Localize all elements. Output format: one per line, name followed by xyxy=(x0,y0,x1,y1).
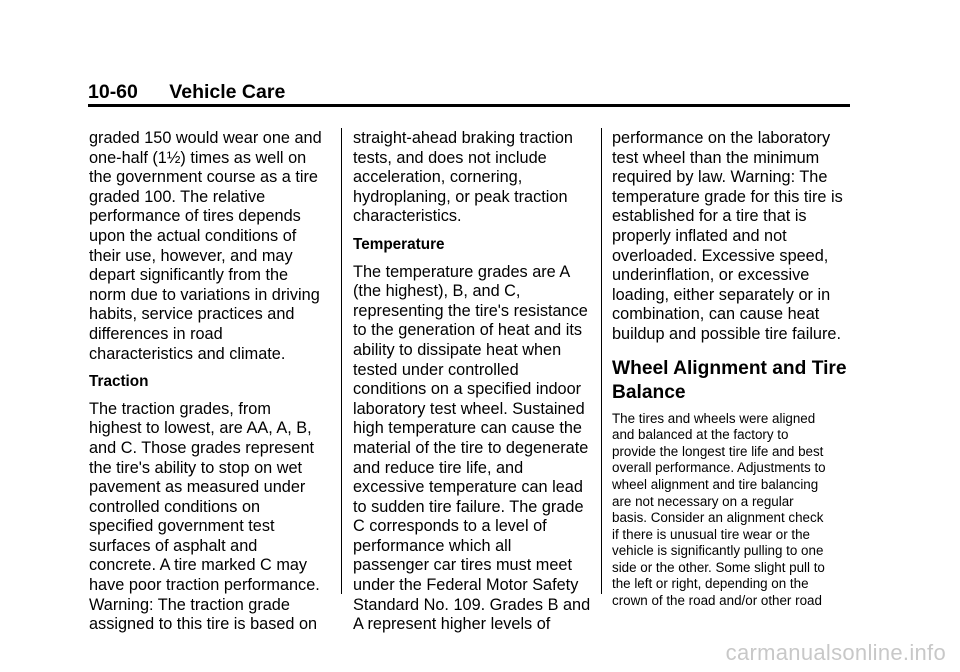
text-line: to sudden tire failure. The grade xyxy=(353,497,584,516)
text-line: and reduce tire life, and xyxy=(353,458,524,477)
paragraph xyxy=(353,129,591,227)
section-heading-line: Balance xyxy=(612,381,686,403)
text-line: highest to lowest, are AA, A, B, xyxy=(89,419,312,438)
text-line: passenger car tires must meet xyxy=(353,556,572,575)
text-line: the left or right, depending on the xyxy=(612,576,809,592)
subheading-temperature: Temperature xyxy=(353,235,445,253)
text-line: basis. Consider an alignment check xyxy=(612,510,824,526)
text-line: performance on the laboratory xyxy=(612,129,831,147)
text-line: habits, service practices and xyxy=(89,305,295,324)
section-heading xyxy=(612,357,852,405)
section-title: Vehicle Care xyxy=(169,81,286,103)
column-divider xyxy=(601,128,602,594)
text-line: required by law. Warning: The xyxy=(612,168,828,187)
paragraph xyxy=(612,411,852,610)
text-line: (the highest), B, and C, xyxy=(353,282,521,301)
text-line: under the Federal Motor Safety xyxy=(353,576,579,595)
text-line: established for a tire that is xyxy=(612,207,807,226)
paragraph xyxy=(353,263,591,635)
text-line: overloaded. Excessive speed, xyxy=(612,246,829,265)
text-line: The tires and wheels were aligned xyxy=(612,410,816,426)
text-line: performance of tires depends xyxy=(89,207,301,226)
text-line: provide the longest tire life and best xyxy=(612,443,824,459)
text-line: the government course as a tire xyxy=(89,168,318,187)
text-line: pavement as measured under xyxy=(89,478,306,497)
text-line: crown of the road and/or other road xyxy=(612,593,822,609)
text-line: and C. Those grades represent xyxy=(89,438,315,457)
text-line: The traction grades, from xyxy=(89,399,271,418)
text-line: their use, however, and may xyxy=(89,246,293,265)
text-line: graded 150 would wear one and xyxy=(89,129,322,147)
column-3 xyxy=(612,129,852,610)
paragraph xyxy=(89,400,335,635)
text-line: straight-ahead braking traction xyxy=(353,129,573,147)
text-line: C corresponds to a level of xyxy=(353,517,547,536)
text-line: buildup and possible tire failure. xyxy=(612,324,841,343)
text-line: tested under controlled xyxy=(353,360,519,379)
section-heading-line: Wheel Alignment and Tire xyxy=(612,357,847,379)
text-line: laboratory test wheel. Sustained xyxy=(353,399,585,418)
text-line: are not necessary on a regular xyxy=(612,493,794,509)
text-line: to the generation of heat and its xyxy=(353,321,583,340)
text-line: excessive temperature can lead xyxy=(353,478,583,497)
subheading-traction: Traction xyxy=(89,373,149,391)
text-line: ability to dissipate heat when xyxy=(353,340,562,359)
text-line: upon the actual conditions of xyxy=(89,226,297,245)
text-line: controlled conditions on xyxy=(89,497,261,516)
text-line: specified government test xyxy=(89,517,275,536)
text-line: underinflation, or excessive xyxy=(612,266,810,285)
text-line: material of the tire to degenerate xyxy=(353,438,589,457)
text-line: conditions on a specified indoor xyxy=(353,380,582,399)
header-rule xyxy=(88,104,850,107)
text-line: The temperature grades are A xyxy=(353,262,571,281)
text-line: characteristics. xyxy=(353,207,462,226)
text-line: wheel alignment and tire balancing xyxy=(612,476,819,492)
text-line: side or the other. Some slight pull to xyxy=(612,559,825,575)
watermark: carmanualsonline.info xyxy=(725,640,946,665)
text-line: A represent higher levels of xyxy=(353,615,551,634)
text-line: norm due to variations in driving xyxy=(89,285,320,304)
text-line: properly inflated and not xyxy=(612,226,787,245)
text-line: and balanced at the factory to xyxy=(612,427,789,443)
text-line: Warning: The traction grade xyxy=(89,595,290,614)
column-divider xyxy=(341,128,342,594)
text-line: one-half (1½) times as well on xyxy=(89,148,307,167)
text-line: vehicle is significantly pulling to one xyxy=(612,543,824,559)
text-line: Standard No. 109. Grades B and xyxy=(353,595,591,614)
text-line: combination, can cause heat xyxy=(612,305,820,324)
text-line: have poor traction performance. xyxy=(89,576,320,595)
text-line: performance which all xyxy=(353,536,512,555)
text-line: concrete. A tire marked C may xyxy=(89,556,308,575)
column-2 xyxy=(353,129,591,635)
page-number: 10-60 xyxy=(88,81,138,103)
text-line: overall performance. Adjustments to xyxy=(612,460,826,476)
text-line: temperature grade for this tire is xyxy=(612,187,843,206)
text-line: surfaces of asphalt and xyxy=(89,536,258,555)
text-line: hydroplaning, or peak traction xyxy=(353,187,568,206)
text-line: tests, and does not include xyxy=(353,148,547,167)
text-line: acceleration, cornering, xyxy=(353,168,523,187)
text-line: differences in road xyxy=(89,324,223,343)
text-line: graded 100. The relative xyxy=(89,187,266,206)
paragraph xyxy=(612,129,852,345)
column-1 xyxy=(89,129,335,635)
text-line: test wheel than the minimum xyxy=(612,148,820,167)
paragraph xyxy=(89,129,335,364)
text-line: characteristics and climate. xyxy=(89,344,286,363)
text-line: high temperature can cause the xyxy=(353,419,582,438)
text-line: assigned to this tire is based on xyxy=(89,615,318,634)
text-line: the tire's ability to stop on wet xyxy=(89,458,303,477)
text-line: depart significantly from the xyxy=(89,266,289,285)
text-line: representing the tire's resistance xyxy=(353,301,588,320)
text-line: if there is unusual tire wear or the xyxy=(612,526,810,542)
text-line: loading, either separately or in xyxy=(612,285,831,304)
